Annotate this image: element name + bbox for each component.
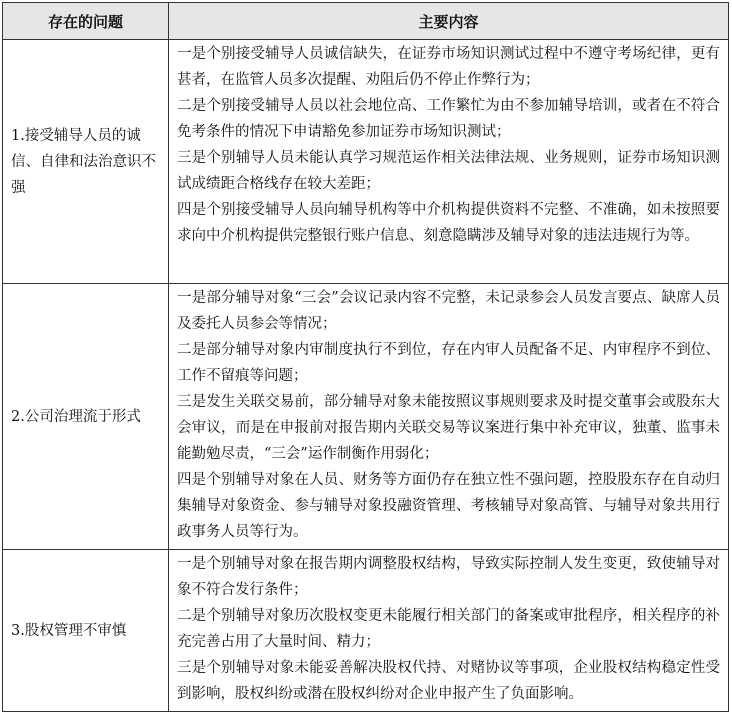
content-point: 三是个别辅导对象未能妥善解决股权代持、对赌协议等事项，企业股权结构稳定性受到影响，股权纠纷或潜在股权纠纷对企业申报产生了负面影响。 [177,660,720,702]
issue-cell: 3.股权管理不审慎 [3,550,169,712]
table-row [3,40,729,284]
header-issue: 存在的问题 [3,3,169,40]
issue-cell: 1.接受辅导人员的诚信、自律和法治意识不强 [3,40,169,284]
table-row [3,550,729,712]
content-point: 一是个别辅导对象在报告期内调整股权结构，导致实际控制人发生变更，致使辅导对象不符合发行条件； [177,556,720,598]
content-point: 一是个别接受辅导人员诚信缺失，在证券市场知识测试过程中不遵守考场纪律，更有甚者，在监管人员多次提醒、劝阻后仍不停止作弊行为； [177,46,720,88]
content-cell [169,550,729,712]
content-point: 二是部分辅导对象内审制度执行不到位，存在内审人员配备不足、内审程序不到位、工作不留痕等问题； [177,342,720,384]
content-cell [169,284,729,550]
content-point: 一是部分辅导对象“三会”会议记录内容不完整，未记录参会人员发言要点、缺席人员及委托人员参会等情况； [177,290,720,332]
content-point: 四是个别辅导对象在人员、财务等方面仍存在独立性不强问题，控股股东存在自动归集辅导对象资金、参与辅导对象投融资管理、考核辅导对象高管、与辅导对象共用行政事务人员等行为。 [177,472,720,540]
content-point: 二是个别辅导对象历次股权变更未能履行相关部门的备案或审批程序，相关程序的补充完善占用了大量时间、精力； [177,608,720,650]
table-row [3,284,729,550]
header-content: 主要内容 [169,3,729,40]
content-point: 四是个别接受辅导人员向辅导机构等中介机构提供资料不完整、不准确，如未按照要求向中介机构提供完整银行账户信息、刻意隐瞒涉及辅导对象的违法违规行为等。 [177,202,720,244]
issue-cell: 2.公司治理流于形式 [3,284,169,550]
content-point: 三是个别辅导人员未能认真学习规范运作相关法律法规、业务规则，证券市场知识测试成绩距合格线存在较大差距； [177,150,720,192]
table-header-row [3,3,729,40]
issues-table [2,2,729,712]
content-cell [169,40,729,284]
content-point: 二是个别接受辅导人员以社会地位高、工作繁忙为由不参加辅导培训，或者在不符合免考条件的情况下申请豁免参加证券市场知识测试； [177,98,720,140]
content-point: 三是发生关联交易前，部分辅导对象未能按照议事规则要求及时提交董事会或股东大会审议，而是在申报前对报告期内关联交易等议案进行集中补充审议，独董、监事未能勤勉尽责，“三会”运作制衡作用弱化； [177,394,720,462]
